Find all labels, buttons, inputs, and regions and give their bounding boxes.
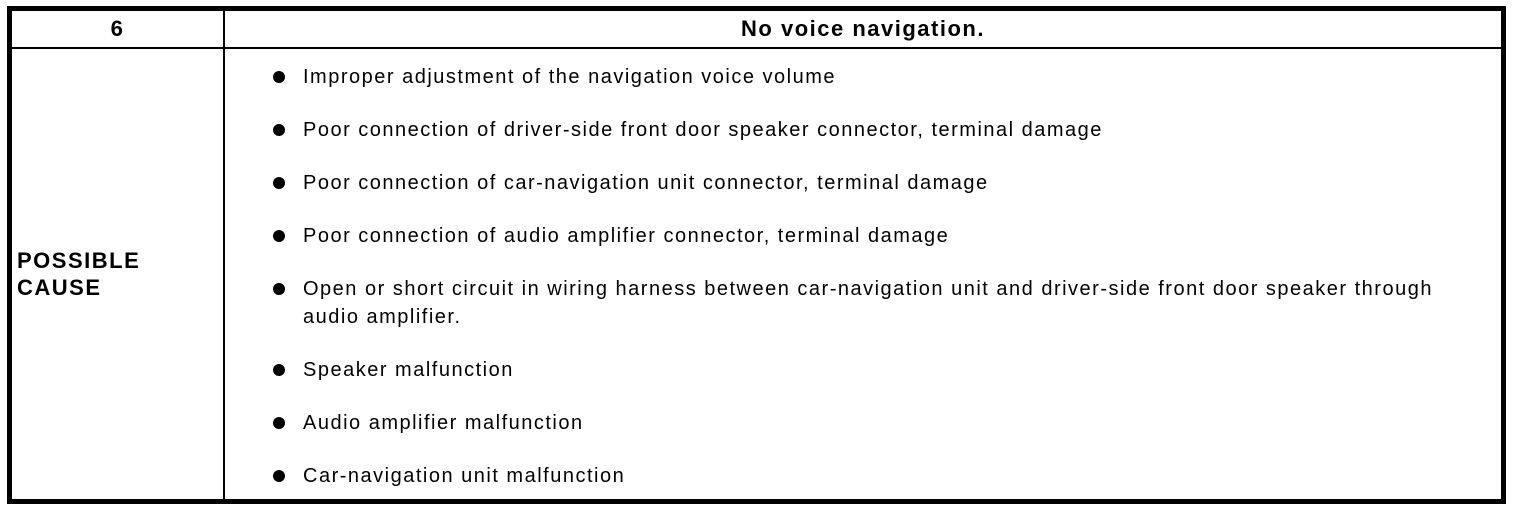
cause-list [225,49,1501,499]
bullet-icon [273,124,285,136]
list-item [273,356,1501,384]
list-item [273,275,1501,331]
list-item [273,63,1501,91]
symptom-text: No voice navigation. [741,16,985,41]
row-number: 6 [110,16,125,41]
bullet-icon [273,283,285,295]
bullet-icon [273,177,285,189]
bullet-icon [273,71,285,83]
symptom-cell [225,11,1501,47]
cause-text: Audio amplifier malfunction [303,412,584,434]
bullet-icon [273,230,285,242]
cause-text: Poor connection of car-navigation unit connector, terminal damage [303,172,989,194]
possible-cause-label: POSSIBLE CAUSE [17,248,141,300]
cause-text: Open or short circuit in wiring harness between car-navigation unit and driver-side front door speaker through audio amplifier. [303,278,1433,328]
possible-cause-row [12,49,1501,499]
cause-text: Car-navigation unit malfunction [303,465,626,487]
cause-text: Poor connection of driver-side front door speaker connector, terminal damage [303,119,1103,141]
cause-text: Poor connection of audio amplifier connector, terminal damage [303,225,950,247]
list-item [273,409,1501,437]
bullet-icon [273,470,285,482]
bullet-icon [273,417,285,429]
cause-list-cell [225,49,1501,499]
symptom-header-row [12,11,1501,49]
list-item [273,169,1501,197]
cause-label-cell [12,49,225,499]
row-number-cell [12,11,225,47]
list-item [273,462,1501,490]
list-item [273,222,1501,250]
cause-text: Improper adjustment of the navigation voice volume [303,66,837,88]
cause-text: Speaker malfunction [303,359,514,381]
troubleshooting-table [7,6,1506,504]
bullet-icon [273,364,285,376]
list-item [273,116,1501,144]
